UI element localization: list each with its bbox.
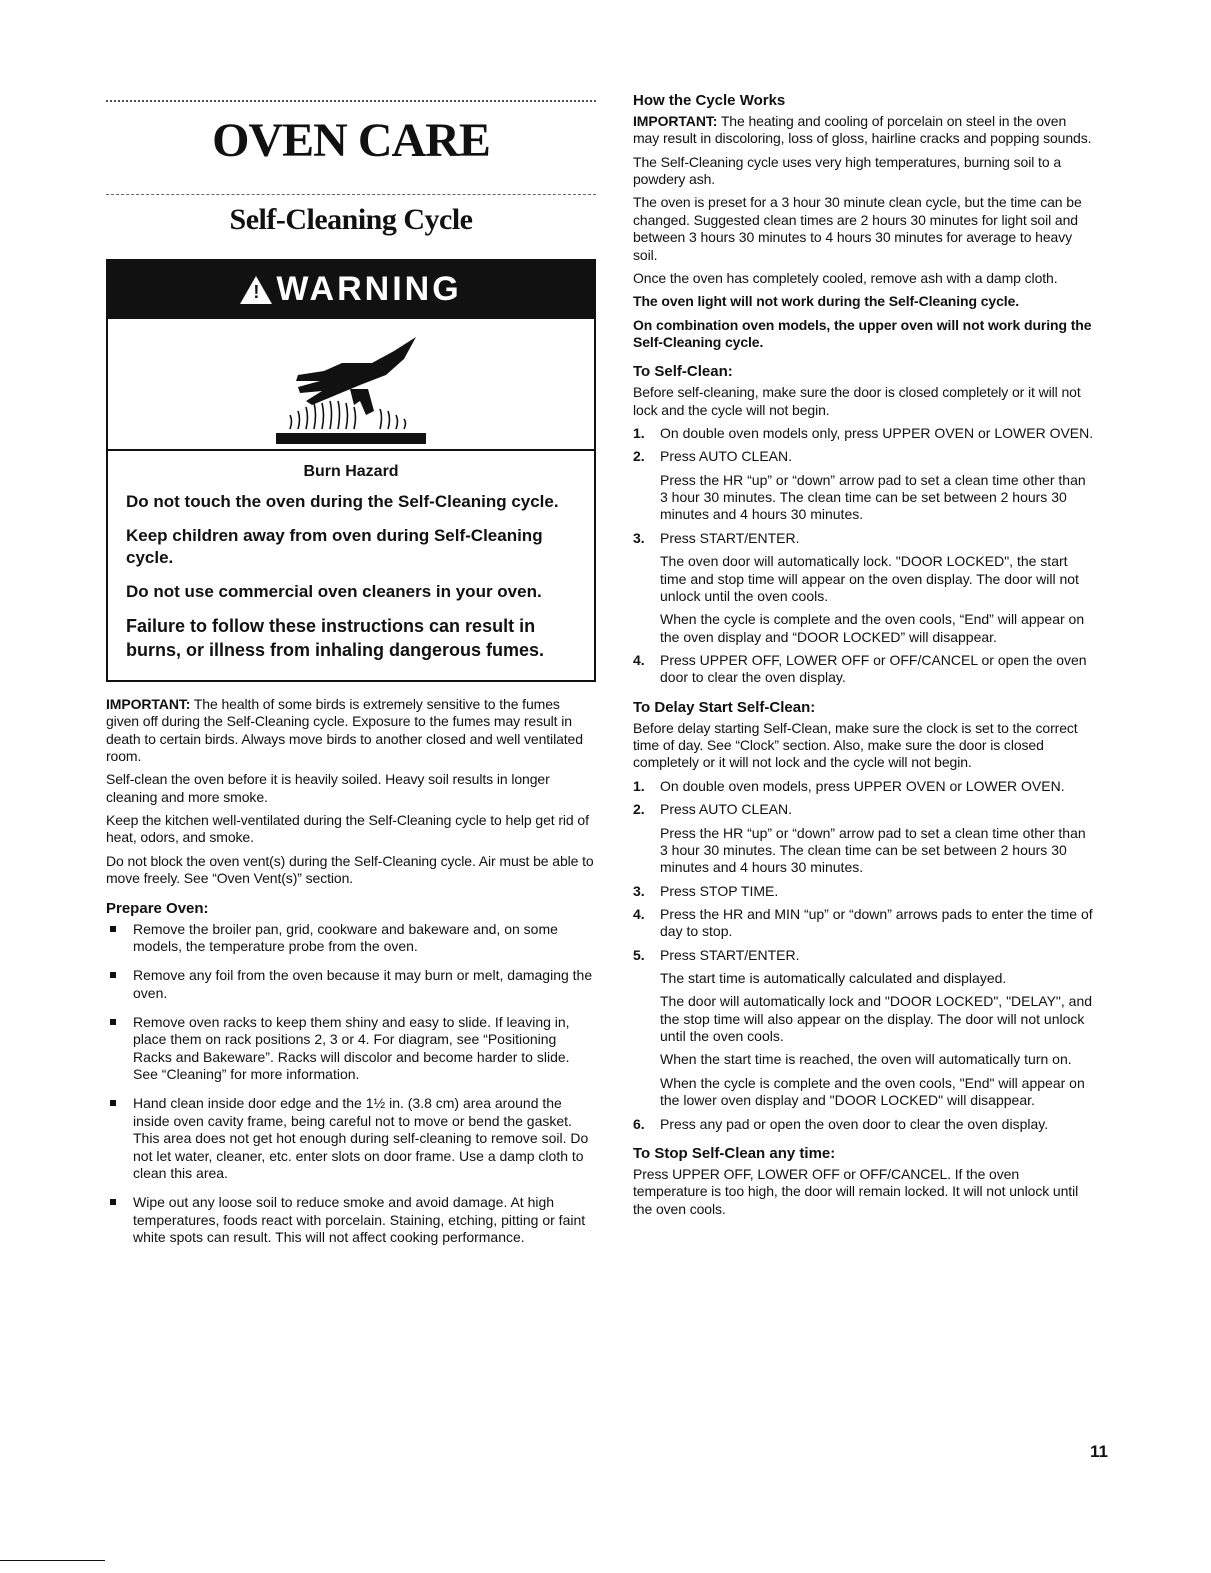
footer-rule [0, 1560, 105, 1561]
step-detail: The oven door will automatically lock. "DOOR LOCKED", the start time and stop time will appear on the oven display. The door will not unlock until the oven cools. [660, 553, 1079, 604]
warning-body [108, 451, 594, 680]
left-column [106, 92, 596, 1258]
step-item [633, 530, 1095, 646]
warning-line: Failure to follow these instructions can result in burns, or illness from inhaling dangerous fumes. [126, 616, 545, 660]
list-item-text: Hand clean inside door edge and the 1½ in. (3.8 cm) area around the inside oven cavity frame, being careful not to move or bend the gasket. This area does not get hot enough during self-cleaning to remove soil. Do not let water, cleaner, etc. enter slots on door frame. Use a damp cloth to clean this area. [133, 1095, 589, 1181]
paragraph: The Self-Cleaning cycle uses very high temperatures, burning soil to a powdery ash. [633, 153, 1061, 188]
paragraph: Self-clean the oven before it is heavily soiled. Heavy soil results in longer cleaning and more smoke. [106, 771, 550, 805]
list-item-text: Remove oven racks to keep them shiny and easy to slide. If leaving in, place them on rack positions 2, 3 or 4. For diagram, see “Positioning Racks and Bakeware”. Racks will discolor and become harder to slide. See “Cleaning” for more information. [133, 1013, 570, 1083]
step-number: 5. [633, 946, 645, 963]
section-title: Self-Cleaning Cycle [229, 202, 473, 236]
list-item [106, 921, 596, 956]
bullet-icon [110, 1100, 116, 1106]
important-text: The health of some birds is extremely sensitive to the fumes given off during the Self-Cleaning cycle. Exposure to the fumes may result in death to certain birds. Always move birds to another closed and well ventilated room. [106, 695, 583, 765]
step-text: Press UPPER OFF, LOWER OFF or OFF/CANCEL or open the oven door to clear the oven display. [660, 651, 1087, 686]
bullet-icon [110, 926, 116, 932]
hand-heat-icon [276, 329, 426, 445]
list-item [106, 1095, 596, 1182]
title-divider [106, 194, 596, 195]
step-item [633, 883, 1095, 900]
step-text: Press any pad or open the oven door to clear the oven display. [660, 1115, 1049, 1132]
step-number: 1. [633, 777, 645, 794]
bullet-icon [110, 1199, 116, 1205]
step-number: 1. [633, 425, 645, 442]
step-text: Press AUTO CLEAN. [660, 448, 793, 465]
step-number: 3. [633, 882, 645, 899]
warning-header [108, 261, 594, 319]
paragraph: Keep the kitchen well-ventilated during the Self-Cleaning cycle to help get rid of heat, odors, and smoke. [106, 812, 589, 846]
paragraph: Press UPPER OFF, LOWER OFF or OFF/CANCEL. If the oven temperature is too high, the door will remain locked. It will not unlock until the oven cools. [633, 1165, 1079, 1217]
step-text: On double oven models, press UPPER OVEN or LOWER OVEN. [660, 777, 1065, 794]
important-label: IMPORTANT: [106, 695, 191, 712]
list-item [106, 1014, 596, 1083]
paragraph: Before delay starting Self-Clean, make sure the clock is set to the correct time of day. See “Clock” section. Also, make sure the door is closed completely or it will not lock and the cycle will not begin. [633, 719, 1078, 771]
stop-heading: To Stop Self-Clean any time: [633, 1144, 836, 1162]
warning-triangle-icon: ! [240, 276, 272, 304]
hazard-label: Burn Hazard [303, 462, 399, 480]
warning-box [106, 259, 596, 682]
step-item [633, 801, 1095, 876]
how-heading: How the Cycle Works [633, 92, 786, 109]
step-detail: The start time is automatically calculated and displayed. [660, 970, 1007, 987]
step-number: 3. [633, 529, 645, 546]
list-item-text: Wipe out any loose soil to reduce smoke and avoid damage. At high temperatures, foods react with porcelain. Staining, etching, pitting or faint white spots can result. This will not affect cooking performance. [133, 1194, 586, 1245]
step-text: Press STOP TIME. [660, 882, 779, 899]
warning-heading: WARNING [276, 270, 462, 309]
step-item [633, 778, 1095, 795]
step-item [633, 906, 1095, 941]
important-text: The heating and cooling of porcelain on steel in the oven may result in discoloring, loss of gloss, hairline cracks and popping sounds. [633, 113, 1092, 147]
step-text: On double oven models only, press UPPER OVEN or LOWER OVEN. [660, 425, 1094, 442]
delay-steps [633, 778, 1095, 1133]
step-detail: Press the HR “up” or “down” arrow pad to set a clean time other than 3 hour 30 minutes. The clean time can be set between 2 hours 30 minutes and 4 hours 30 minutes. [660, 471, 1086, 523]
bullet-icon [110, 1019, 116, 1025]
list-item-text: Remove the broiler pan, grid, cookware and bakeware and, on some models, the temperature probe from the oven. [133, 920, 558, 954]
list-item-text: Remove any foil from the oven because it may burn or melt, damaging the oven. [133, 967, 593, 1001]
prepare-list [106, 921, 596, 1247]
step-item [633, 1116, 1095, 1133]
step-number: 2. [633, 801, 645, 818]
step-text: Press the HR and MIN “up” or “down” arrows pads to enter the time of day to stop. [660, 905, 1093, 940]
step-text: Press START/ENTER. [660, 529, 800, 546]
burn-hazard-pictogram [108, 319, 594, 451]
list-item [106, 1194, 596, 1246]
self-clean-heading: To Self-Clean: [633, 363, 733, 381]
paragraph: The oven is preset for a 3 hour 30 minute clean cycle, but the time can be changed. Suggested clean times are 2 hours 30 minutes for light soil and between 3 hours 30 minutes to 4 hours 30 minutes for average to heavy soil. [633, 194, 1082, 263]
important-label: IMPORTANT: [633, 113, 718, 129]
step-detail: When the cycle is complete and the oven cools, "End" will appear on the lower oven display and "DOOR LOCKED" will disappear. [660, 1074, 1085, 1109]
bullet-icon [110, 972, 116, 978]
bold-note: On combination oven models, the upper oven will not work during the Self-Cleaning cycle. [633, 316, 1092, 350]
bold-note: The oven light will not work during the Self-Cleaning cycle. [633, 293, 1020, 310]
step-item [633, 425, 1095, 442]
page-title: OVEN CARE [212, 114, 490, 167]
step-number: 2. [633, 448, 645, 465]
step-detail: Press the HR “up” or “down” arrow pad to set a clean time other than 3 hour 30 minutes. The clean time can be set between 2 hours 30 minutes and 4 hours 30 minutes. [660, 824, 1086, 876]
step-number: 4. [633, 905, 645, 922]
step-detail: When the cycle is complete and the oven cools, “End” will appear on the oven display and “DOOR LOCKED” will disappear. [660, 611, 1085, 645]
delay-heading: To Delay Start Self-Clean: [633, 698, 816, 716]
step-text: Press START/ENTER. [660, 946, 800, 963]
important-note [106, 696, 596, 765]
step-detail: The door will automatically lock and "DOOR LOCKED", "DELAY", and the stop time will also appear on the display. The door will not unlock until the oven cools. [660, 993, 1093, 1045]
warning-line: Do not use commercial oven cleaners in your oven. [126, 582, 542, 602]
page-number: 11 [1090, 1442, 1108, 1461]
step-detail: When the start time is reached, the oven will automatically turn on. [660, 1051, 1072, 1068]
prepare-heading: Prepare Oven: [106, 899, 209, 917]
warning-line: Do not touch the oven during the Self-Cleaning cycle. [126, 491, 559, 511]
important-note [633, 113, 1095, 148]
paragraph: Before self-cleaning, make sure the door is closed completely or it will not lock and the cycle will not begin. [633, 384, 1081, 418]
warning-line: Keep children away from oven during Self-Cleaning cycle. [126, 525, 543, 567]
top-divider [106, 100, 596, 105]
step-number: 6. [633, 1115, 645, 1132]
step-text: Press AUTO CLEAN. [660, 801, 793, 818]
step-item [633, 448, 1095, 523]
step-number: 4. [633, 651, 645, 668]
list-item [106, 967, 596, 1002]
right-column [633, 92, 1095, 1224]
step-item [633, 652, 1095, 687]
step-item [633, 947, 1095, 1110]
paragraph: Do not block the oven vent(s) during the Self-Cleaning cycle. Air must be able to move freely. See “Oven Vent(s)” section. [106, 852, 594, 887]
paragraph: Once the oven has completely cooled, remove ash with a damp cloth. [633, 269, 1058, 286]
self-clean-steps [633, 425, 1095, 687]
